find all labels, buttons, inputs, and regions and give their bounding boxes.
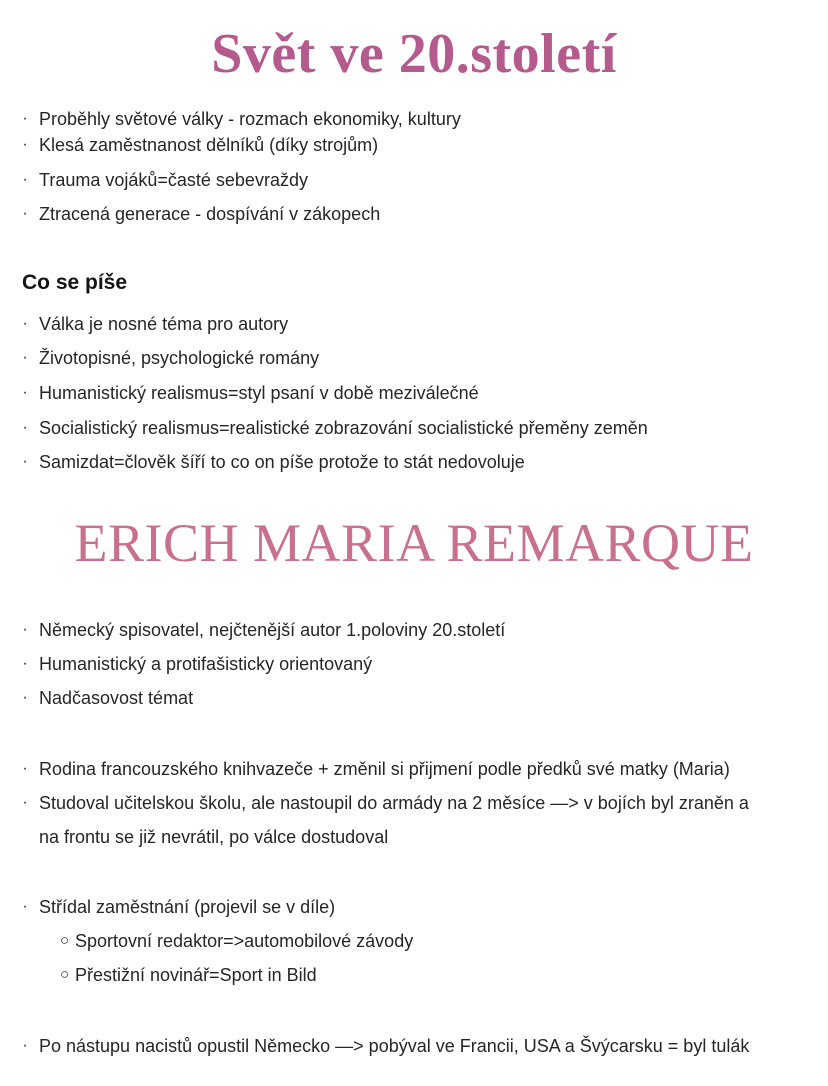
bullet-icon: ·	[22, 171, 28, 188]
list-item-text: Humanistický a protifašisticky orientovaný	[39, 654, 373, 674]
list-item-text: Studoval učitelskou školu, ale nastoupil do armády na 2 měsíce —> v bojích byl zraněn a	[39, 793, 749, 813]
bullet-icon: ·	[22, 384, 28, 401]
list-item-text: Klesá zaměstnanost dělníků (díky strojům)	[39, 135, 379, 155]
bullet-icon: ·	[22, 419, 28, 436]
list-item-text: Trauma vojáků=časté sebevraždy	[39, 170, 308, 190]
list-item-text: Střídal zaměstnání (projevil se v díle)	[39, 897, 336, 917]
list-item-text: Válka je nosné téma pro autory	[39, 314, 289, 334]
list-item-text: Proběhly světové války - rozmach ekonomiky, kultury	[39, 109, 461, 129]
bullet-icon: ·	[22, 315, 28, 332]
list-item-text: Samizdat=člověk šíří to co on píše protože to stát nedovoluje	[39, 452, 525, 472]
list-item-text: Humanistický realismus=styl psaní v době meziválečné	[39, 383, 479, 403]
bullet-icon: ·	[22, 621, 28, 638]
list-item-text: na frontu se již nevrátil, po válce dostudoval	[39, 827, 389, 847]
list-item-text: Životopisné, psychologické romány	[39, 348, 320, 368]
list-item-text: Nadčasovost témat	[39, 688, 194, 708]
bullet-icon: ·	[22, 760, 28, 777]
list-item-text: Rodina francouzského knihvazeče + změnil si přijmení podle předků své matky (Maria)	[39, 759, 730, 779]
list-item-text: Německý spisovatel, nejčtenější autor 1.poloviny 20.století	[39, 620, 506, 640]
bullet-icon: ·	[22, 655, 28, 672]
bullet-icon: ·	[22, 898, 28, 915]
bullet-icon: ·	[22, 110, 28, 127]
bullet-icon: ·	[22, 136, 28, 153]
list-item-text: Ztracená generace - dospívání v zákopech	[39, 204, 381, 224]
bullet-icon: ·	[22, 453, 28, 470]
list-item-text: Po nástupu nacistů opustil Německo —> pobýval ve Francii, USA a Švýcarsku = byl tulák	[39, 1036, 750, 1056]
section-heading: Co se píše	[22, 271, 128, 294]
bullet-icon: ·	[22, 689, 28, 706]
sub-list-item-text: Sportovní redaktor=>automobilové závody	[75, 931, 414, 951]
bullet-icon: ·	[22, 1037, 28, 1054]
author-title: ERICH MARIA REMARQUE	[74, 513, 754, 573]
bullet-icon: ·	[22, 349, 28, 366]
bullet-icon: ·	[22, 794, 28, 811]
list-item-text: Socialistický realismus=realistické zobrazování socialistické přeměny zeměn	[39, 418, 648, 438]
page-title: Svět ve 20.století	[211, 23, 617, 85]
sub-list-item-text: Přestižní novinář=Sport in Bild	[75, 965, 317, 985]
bullet-icon: ·	[22, 205, 28, 222]
circle-bullet-icon: ○	[60, 932, 70, 949]
circle-bullet-icon: ○	[60, 966, 70, 983]
